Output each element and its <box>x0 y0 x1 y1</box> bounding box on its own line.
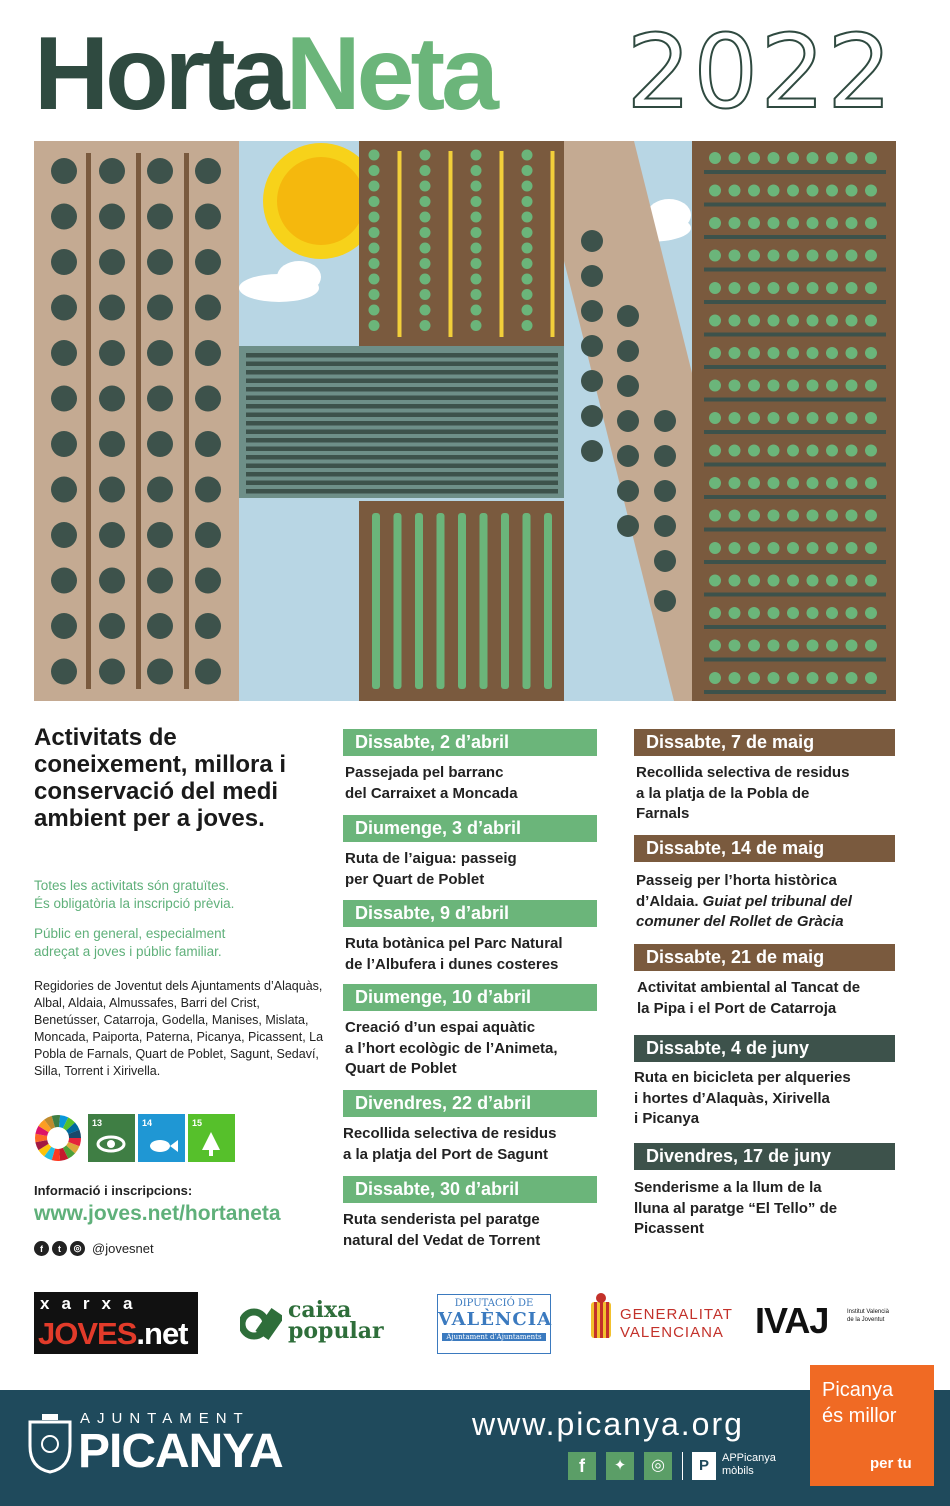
sdg-wheel-icon <box>34 1114 82 1162</box>
event-date: Diumenge, 3 d’abril <box>343 815 597 842</box>
footer-website-link[interactable]: www.picanya.org <box>472 1406 744 1442</box>
title-horta: Horta <box>34 16 286 132</box>
facebook-icon[interactable]: f <box>34 1241 49 1256</box>
event-date: Diumenge, 10 d’abril <box>343 984 597 1011</box>
title-neta: Neta <box>285 16 495 132</box>
event-date: Divendres, 17 de juny <box>634 1143 895 1170</box>
divider <box>682 1452 683 1480</box>
twitter-icon[interactable]: t <box>52 1241 67 1256</box>
info-website-link[interactable]: www.joves.net/hortaneta <box>34 1202 281 1225</box>
poster-year: 2022 <box>626 13 894 132</box>
audience-note <box>34 925 324 961</box>
caixa-popular-logo[interactable]: caixa popular <box>240 1300 405 1348</box>
twitter-icon[interactable]: ✦ <box>606 1452 634 1480</box>
footer-town: PICANYA <box>78 1425 283 1478</box>
event-description: Senderisme a la llum de la lluna al paratge “El Tello” de Picassent <box>634 1179 838 1237</box>
app-icon[interactable]: P <box>692 1452 716 1480</box>
event-description: Ruta de l’aigua: passeig per Quart de Poblet <box>345 850 517 888</box>
event-description: Activitat ambiental al Tancat de la Pipa i el Port de Catarroja <box>637 979 861 1017</box>
event-date: Divendres, 22 d’abril <box>343 1090 597 1117</box>
event-description: Passejada pel barranc del Carraixet a Moncada <box>345 764 518 802</box>
event-date: Dissabte, 4 de juny <box>634 1035 895 1062</box>
diputacio-valencia-logo[interactable]: DIPUTACIÓ DE VALÈNCIA Ajuntament d’Ajuntaments <box>437 1294 551 1354</box>
poster-title <box>34 16 495 132</box>
event-description: Ruta botànica pel Parc Natural de l’Albufera i dunes costeres <box>345 935 563 973</box>
generalitat-valenciana-logo[interactable]: GENERALITAT VALENCIANA <box>588 1292 733 1352</box>
social-handle: @jovesnet <box>92 1241 154 1256</box>
instagram-icon[interactable]: ◎ <box>644 1452 672 1480</box>
instagram-icon[interactable]: ◎ <box>70 1241 85 1256</box>
info-label: Informació i inscripcions: <box>34 1183 193 1198</box>
event-date: Dissabte, 14 de maig <box>634 835 895 862</box>
event-date: Dissabte, 30 d’abril <box>343 1176 597 1203</box>
event-date: Dissabte, 21 de maig <box>634 944 895 971</box>
audience-line-1: Públic en general, especialment <box>34 926 226 941</box>
footer-ajuntament: AJUNTAMENT <box>80 1410 250 1427</box>
caixa-popular-icon <box>240 1304 282 1344</box>
note-registration: És obligatòria la inscripció prèvia. <box>34 896 235 911</box>
svg-text:13: 13 <box>92 1118 103 1128</box>
event-description: Recollida selectiva de residus a la platja del Port de Sagunt <box>343 1125 557 1163</box>
sdg14-life-water-icon <box>138 1114 185 1162</box>
note-free: Totes les activitats són gratuïtes. <box>34 878 230 893</box>
picanya-slogan-badge: Picanya és millor per tu <box>810 1365 934 1486</box>
social-row <box>34 1241 154 1256</box>
event-date: Dissabte, 7 de maig <box>634 729 895 756</box>
event-description: Ruta en bicicleta per alqueries i hortes d’Alaquàs, Xirivella i Picanya <box>634 1069 851 1127</box>
generalitat-shield-icon <box>588 1292 614 1352</box>
free-activities-note <box>34 877 324 913</box>
facebook-icon[interactable]: f <box>568 1452 596 1480</box>
svg-text:15: 15 <box>192 1118 203 1128</box>
xarxa-joves-logo[interactable]: xarxa JOVES.net <box>34 1292 198 1354</box>
event-date: Dissabte, 2 d’abril <box>343 729 597 756</box>
ivaj-logo[interactable]: IVAJ Institut Valencià de la Joventut <box>755 1300 889 1341</box>
sdg15-life-land-icon <box>188 1114 235 1162</box>
slogan-per-tu: per tu <box>870 1455 912 1472</box>
footer-bar <box>0 1390 950 1506</box>
event-description: Ruta senderista pel paratge natural del Vedat de Torrent <box>343 1211 541 1249</box>
sdg13-climate-icon <box>88 1114 135 1162</box>
event-date: Dissabte, 9 d’abril <box>343 900 597 927</box>
event-description: Recollida selectiva de residus a la platja de la Pobla de Farnals <box>636 764 850 822</box>
intro-headline: Activitats de coneixement, millora i conservació del medi ambient per a joves. <box>34 724 287 832</box>
event-description: Passeig per l’horta històrica d’Aldaia. Guiat pel tribunal del comuner del Rollet de Gràcia <box>636 872 852 930</box>
audience-line-2: adreçat a joves i públic familiar. <box>34 944 222 959</box>
event-description: Creació d’un espai aquàtic a l’hort ecològic de l’Animeta, Quart de Poblet <box>345 1019 558 1077</box>
regidories-text: Regidories de Joventut dels Ajuntaments d’Alaquàs, Albal, Aldaia, Almussafes, Barri del Crist, Benetússer, Catarroja, Godella, Manises, Mislata, Moncada, Paiporta, Paterna, Picanya, Picassent, La Pobla de Farnals, Quart de Poblet, Sagunt, Sedaví, Silla, Torrent i Xirivella. <box>34 979 324 1078</box>
app-label[interactable]: APPicanya mòbils <box>722 1452 776 1477</box>
svg-text:14: 14 <box>142 1118 153 1128</box>
horta-illustration <box>34 141 896 701</box>
picanya-coat-of-arms-icon <box>26 1412 74 1474</box>
